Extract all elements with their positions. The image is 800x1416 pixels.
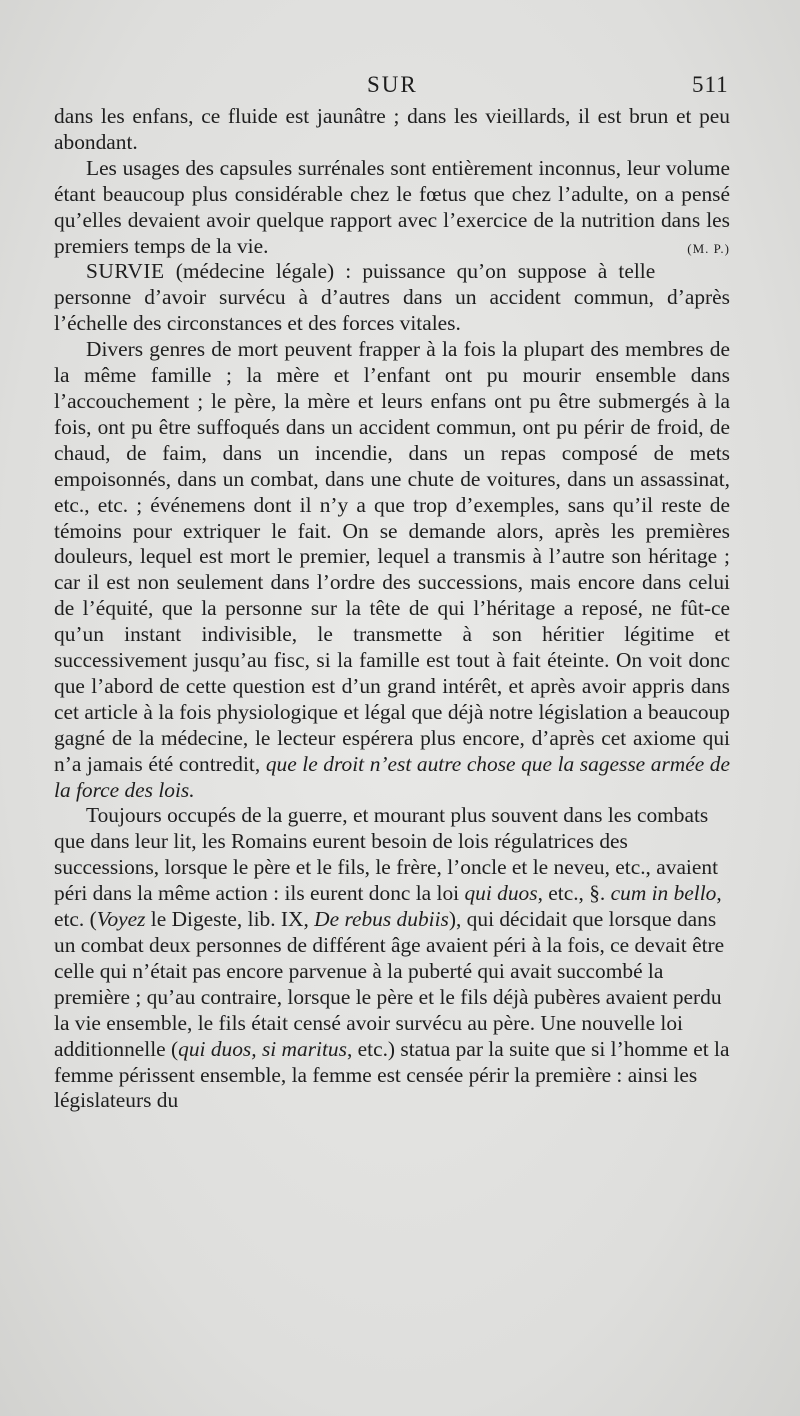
- entry-definition: (médecine légale) : puissance qu’on suppose à telle personne d’avoir survécu à d’autres dans un accident commun, d’après l’échelle des circonstances et des forces vitales.: [54, 259, 730, 336]
- paragraph-capsules: Les usages des capsules surrénales sont entièrement inconnus, leur volume étant beaucoup plus considérable chez le fœtus que chez l’adulte, on a pensé qu’elles devaient avoir quelque rapport avec l’exercice de la nutrition dans les premiers temps de la vie. (M. P.): [54, 155, 730, 258]
- page-header: [0, 72, 800, 104]
- main-text: [54, 104, 730, 1114]
- dictionary-entry: [54, 259, 730, 337]
- axiom-italic: que le droit n’est autre chose que la sagesse armée de la force des lois.: [54, 751, 730, 802]
- page-number: 511: [692, 72, 729, 97]
- paragraph-romains: Toujours occupés de la guerre, et mourant plus souvent dans les combats que dans leur lit, les Romains eurent besoin de lois régulatrices des successions, lorsque le père et le fils, le frère, l’oncle et le neveu, etc., avaient péri dans la même action : ils eurent donc la loi qui duos, etc., §. cum in bello, etc. (Voyez le Digeste, lib. IX, De rebus dubiis), qui décidait que lorsque dans un combat deux personnes de différent âge avaient péri à la fois, ce devait être celle qui n’était pas encore parvenue à la puberté qui avait succombé la première ; qu’au contraire, lorsque le père et le fils déjà pubères avaient perdu la vie ensemble, le fils était censé avoir survécu au père. Une nouvelle loi additionnelle (qui duos, si maritus, etc.) statua par la suite que si l’homme et la femme périssent ensemble, la femme est censée périr la première : ainsi les législateurs du: [54, 803, 730, 1113]
- author-signature: (M. P.): [687, 240, 730, 256]
- paragraph-genres-de-mort: Divers genres de mort peuvent frapper à la fois la plupart des membres de la même famille ; la mère et l’enfant ont pu mourir ensemble dans l’accouchement ; le père, la mère et leurs enfans ont pu être submergés à la fois, ont pu être suffoqués dans un accident commun, ont pu périr de froid, de chaud, de faim, dans un incendie, dans un repas composé de mets empoisonnés, dans un combat, dans une chute de voitures, dans un assassinat, etc., etc. ; événemens dont il n’y a que trop d’exemples, sans qu’il reste de témoins pour extriquer le fait. On se demande alors, après les premières douleurs, lequel est mort le premier, lequel a transmis à l’autre son héritage ; car il est non seulement dans l’ordre des successions, mais encore dans celui de l’équité, que la personne sur la tête de qui l’héritage a reposé, ne fût-ce qu’un instant indivisible, le transmette à son héritier légitime et successivement jusqu’au fisc, si la famille est tout à fait éteinte. On voit donc que l’abord de cette question est d’un grand intérêt, et après avoir appris dans cet article à la fois physiologique et légal que déjà notre législation a beaucoup gagné de la médecine, le lecteur espérera plus encore, d’après cet axiome qui n’a jamais été contredit, que le droit n’est autre chose que la sagesse armée de la force des lois.: [54, 337, 730, 802]
- entry-headword: SURVIE: [86, 259, 165, 284]
- running-head: SUR: [367, 72, 418, 97]
- paragraph-continuation: dans les enfans, ce fluide est jaunâtre ; dans les vieillards, il est brun et peu abondant.: [54, 104, 730, 154]
